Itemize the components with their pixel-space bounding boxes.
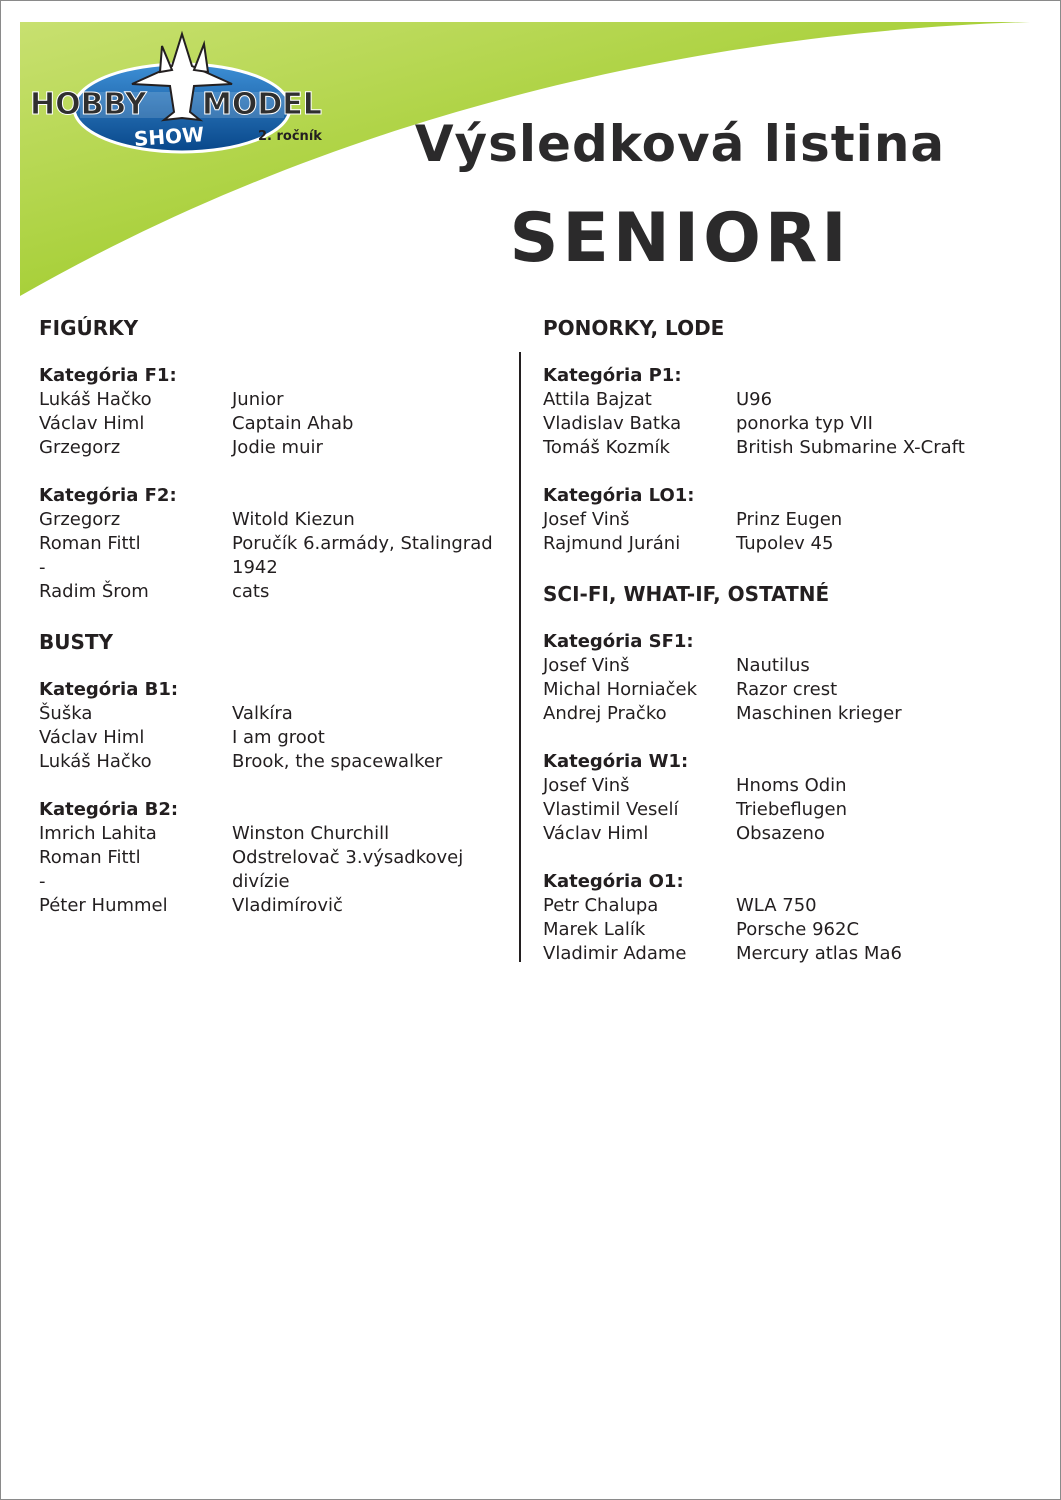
competitor-name: Václav Himl bbox=[39, 727, 145, 748]
section-figurky bbox=[39, 314, 509, 604]
model-name: Jodie muir bbox=[232, 437, 323, 458]
model-name: WLA 750 bbox=[736, 895, 817, 916]
logo-show-text: SHOW bbox=[133, 122, 205, 151]
competitor-name: Václav Himl bbox=[543, 823, 649, 844]
section-title: BUSTY bbox=[39, 630, 114, 654]
competitor-name: Tomáš Kozmík bbox=[543, 437, 670, 458]
result-row bbox=[543, 822, 1023, 846]
result-row bbox=[39, 508, 509, 532]
category-o1 bbox=[543, 870, 1023, 966]
result-row bbox=[39, 556, 509, 580]
competitor-name: Václav Himl bbox=[39, 413, 145, 434]
result-row bbox=[39, 532, 509, 556]
section-busty bbox=[39, 628, 509, 918]
competitor-name: Grzegorz bbox=[39, 437, 121, 458]
category-title: Kategória B1: bbox=[39, 679, 179, 700]
competitor-name: Grzegorz bbox=[39, 509, 121, 530]
competitor-name: Michal Horniaček bbox=[543, 679, 698, 700]
model-name: Junior bbox=[232, 389, 284, 410]
competitor-name: - bbox=[39, 557, 46, 578]
result-row bbox=[39, 750, 509, 774]
result-row bbox=[39, 388, 509, 412]
category-title: Kategória LO1: bbox=[543, 485, 695, 506]
model-name: Vladimírovič bbox=[232, 895, 343, 916]
result-row bbox=[39, 702, 509, 726]
result-row bbox=[543, 942, 1023, 966]
result-row bbox=[543, 678, 1023, 702]
category-title: Kategória B2: bbox=[39, 799, 179, 820]
result-row bbox=[39, 436, 509, 460]
result-row bbox=[39, 412, 509, 436]
competitor-name: Rajmund Juráni bbox=[543, 533, 681, 554]
competitor-name: - bbox=[39, 871, 46, 892]
competitor-name: Andrej Pračko bbox=[543, 703, 667, 724]
result-row bbox=[543, 388, 1023, 412]
result-row bbox=[543, 798, 1023, 822]
result-row bbox=[543, 508, 1023, 532]
result-row bbox=[543, 412, 1023, 436]
competitor-name: Roman Fittl bbox=[39, 533, 141, 554]
result-row bbox=[39, 822, 509, 846]
result-row bbox=[39, 726, 509, 750]
competitor-name: Vladimir Adame bbox=[543, 943, 687, 964]
right-column bbox=[543, 314, 1023, 990]
category-f1 bbox=[39, 364, 509, 460]
model-name: Maschinen krieger bbox=[736, 703, 902, 724]
competitor-name: Josef Vinš bbox=[543, 655, 630, 676]
result-row bbox=[543, 702, 1023, 726]
model-name: Valkíra bbox=[232, 703, 293, 724]
model-name: cats bbox=[232, 581, 270, 602]
category-p1 bbox=[543, 364, 1023, 460]
model-name: Tupolev 45 bbox=[736, 533, 834, 554]
logo-edition-text: 2. ročník bbox=[258, 129, 322, 144]
competitor-name: Attila Bajzat bbox=[543, 389, 652, 410]
hobby-model-show-logo bbox=[22, 26, 342, 156]
model-name: divízie bbox=[232, 871, 290, 892]
model-name: Nautilus bbox=[736, 655, 810, 676]
model-name: I am groot bbox=[232, 727, 325, 748]
competitor-name: Vlastimil Veselí bbox=[543, 799, 679, 820]
model-name: Poručík 6.armády, Stalingrad bbox=[232, 533, 493, 554]
category-title: Kategória F2: bbox=[39, 485, 177, 506]
model-name: Prinz Eugen bbox=[736, 509, 843, 530]
category-title: Kategória W1: bbox=[543, 751, 689, 772]
category-title: Kategória SF1: bbox=[543, 631, 694, 652]
logo-hobby-text: HOBBY bbox=[30, 87, 147, 122]
category-b2 bbox=[39, 798, 509, 918]
competitor-name: Imrich Lahita bbox=[39, 823, 157, 844]
category-lo1 bbox=[543, 484, 1023, 556]
model-name: Razor crest bbox=[736, 679, 838, 700]
model-name: Mercury atlas Ma6 bbox=[736, 943, 902, 964]
competitor-name: Šuška bbox=[39, 703, 93, 724]
result-row bbox=[39, 846, 509, 870]
competitor-name: Petr Chalupa bbox=[543, 895, 659, 916]
model-name: Captain Ahab bbox=[232, 413, 354, 434]
model-name: 1942 bbox=[232, 557, 278, 578]
category-w1 bbox=[543, 750, 1023, 846]
model-name: Triebeflugen bbox=[736, 799, 847, 820]
result-row bbox=[39, 894, 509, 918]
result-row bbox=[543, 532, 1023, 556]
category-sf1 bbox=[543, 630, 1023, 726]
section-scifi-whatif-ostatne bbox=[543, 580, 1023, 966]
competitor-name: Péter Hummel bbox=[39, 895, 168, 916]
section-title: SCI-FI, WHAT-IF, OSTATNÉ bbox=[543, 582, 830, 606]
result-row bbox=[39, 870, 509, 894]
competitor-name: Josef Vinš bbox=[543, 509, 630, 530]
model-name: Witold Kiezun bbox=[232, 509, 355, 530]
model-name: Brook, the spacewalker bbox=[232, 751, 443, 772]
model-name: Odstrelovač 3.výsadkovej bbox=[232, 847, 464, 868]
category-f2 bbox=[39, 484, 509, 604]
category-b1 bbox=[39, 678, 509, 774]
column-divider bbox=[519, 352, 521, 962]
result-row bbox=[543, 774, 1023, 798]
left-column bbox=[39, 314, 509, 942]
competitor-name: Josef Vinš bbox=[543, 775, 630, 796]
section-ponorky-lode bbox=[543, 314, 1023, 556]
competitor-name: Marek Lalík bbox=[543, 919, 646, 940]
section-title: PONORKY, LODE bbox=[543, 316, 725, 340]
result-row bbox=[543, 894, 1023, 918]
result-row bbox=[543, 436, 1023, 460]
result-row bbox=[543, 918, 1023, 942]
section-title: FIGÚRKY bbox=[39, 316, 139, 340]
model-name: Hnoms Odin bbox=[736, 775, 847, 796]
competitor-name: Lukáš Hačko bbox=[39, 751, 152, 772]
model-name: Porsche 962C bbox=[736, 919, 860, 940]
competitor-name: Vladislav Batka bbox=[543, 413, 682, 434]
category-title: Kategória O1: bbox=[543, 871, 684, 892]
model-name: Obsazeno bbox=[736, 823, 825, 844]
page-subtitle: SENIORI bbox=[509, 199, 851, 278]
model-name: Winston Churchill bbox=[232, 823, 390, 844]
category-title: Kategória F1: bbox=[39, 365, 177, 386]
competitor-name: Roman Fittl bbox=[39, 847, 141, 868]
result-row bbox=[543, 654, 1023, 678]
page-title: Výsledková listina bbox=[414, 115, 946, 173]
competitor-name: Lukáš Hačko bbox=[39, 389, 152, 410]
result-row bbox=[39, 580, 509, 604]
model-name: ponorka typ VII bbox=[736, 413, 873, 434]
competitor-name: Radim Šrom bbox=[39, 581, 149, 602]
logo-model-text: MODEL bbox=[202, 87, 322, 122]
category-title: Kategória P1: bbox=[543, 365, 682, 386]
model-name: U96 bbox=[736, 389, 773, 410]
model-name: British Submarine X-Craft bbox=[736, 437, 965, 458]
